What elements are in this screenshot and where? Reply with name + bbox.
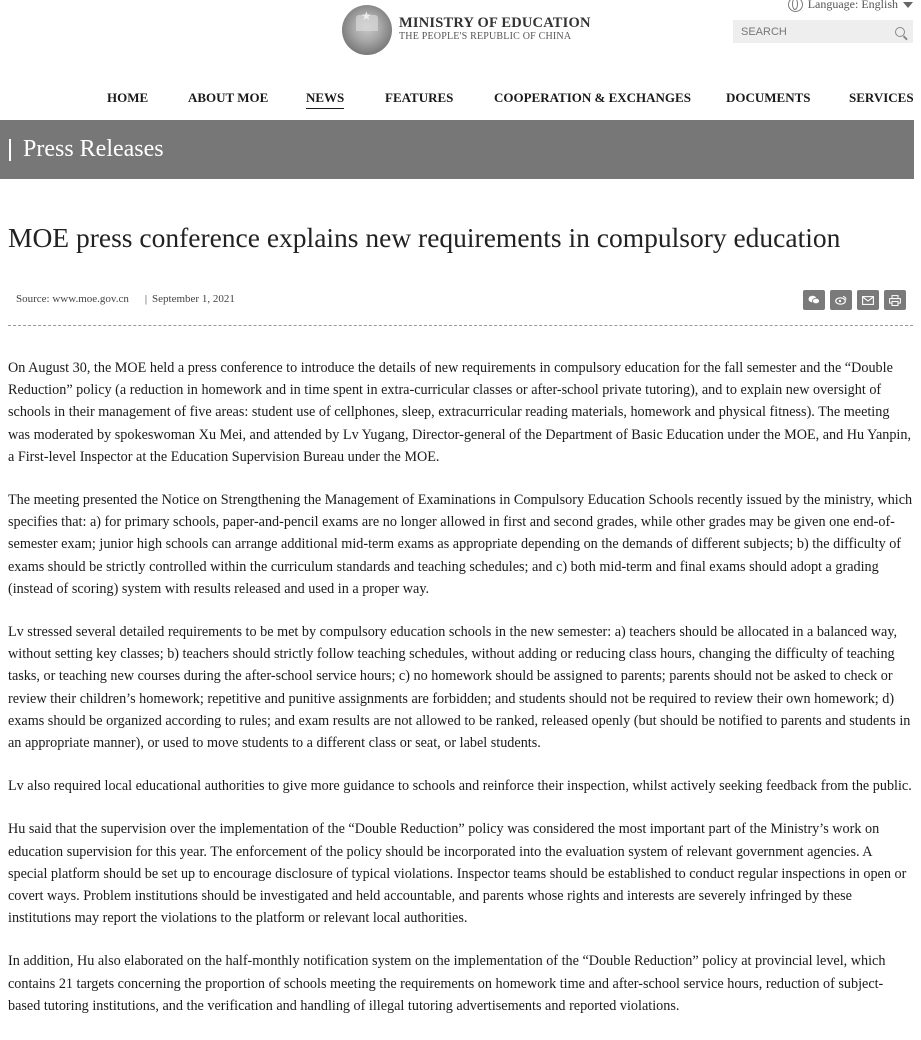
email-icon[interactable] [857,290,879,310]
print-icon[interactable] [884,290,906,310]
article-paragraph: On August 30, the MOE held a press conference to introduce the details of new requirements in compulsory education for the fall semester and the “Double Reduction” policy (a reduction in homework and in time spent in extra-curricular classes or after-school private tutoring), and to explain new oversight of schools in their management of five areas: student use of cellphones, sleep, extracurricular reading materials, homework and physical fitness). The meeting was moderated by spokeswoman Xu Mei, and attended by Lv Yugang, Director-general of the Department of Basic Education under the MOE, and Hu Yanpin, a First-level Inspector at the Education Supervision Bureau under the MOE. [8,360,912,465]
search-input[interactable] [741,26,895,38]
nav-item-documents[interactable]: DOCUMENTS [726,90,811,105]
meta-separator: | [144,293,148,305]
national-emblem-logo[interactable] [342,5,392,55]
meta-divider [8,325,913,326]
ministry-logo-text[interactable] [399,15,591,43]
section-banner [0,120,914,179]
search-box [733,20,913,43]
section-title: Press Releases [23,136,164,162]
article-title: MOE press conference explains new requirements in compulsory education [8,222,841,253]
article-paragraph: In addition, Hu also elaborated on the half-monthly notification system on the implementation of the “Double Reduction” policy at provincial level, which contains 21 targets concerning the proportion of schools meeting the requirements on homework time and after-school service hours, reduction of subject-based tutoring institutions, and the verification and handling of illegal tutoring advertisements and reported violations. [8,953,886,1014]
ministry-title: MINISTRY OF EDUCATION [399,15,591,31]
article-body [8,357,914,1038]
globe-icon [788,0,803,12]
wechat-icon[interactable] [803,290,825,310]
language-label: Language: English [807,0,898,11]
nav-item-services[interactable]: SERVICES [849,90,914,105]
article-date: September 1, 2021 [152,293,235,305]
caret-down-icon [903,2,913,8]
nav-item-features[interactable]: FEATURES [385,90,454,105]
main-nav [0,90,921,108]
banner-divider [9,139,11,161]
nav-item-home[interactable]: HOME [107,90,149,105]
language-selector[interactable] [788,0,913,12]
search-icon[interactable] [895,27,905,37]
article-source: Source: www.moe.gov.cn [16,293,129,305]
nav-item-cooperation-exchanges[interactable]: COOPERATION & EXCHANGES [494,90,691,105]
article-paragraph: Lv stressed several detailed requirements to be met by compulsory education schools in the new semester: a) teachers should be allocated in a balanced way, without setting key classes; b) teachers should strictly follow teaching schedules, without adding or reducing class hours, changing the difficulty of teaching tasks, or teaching new courses during the after-school service hours; c) no homework should be assigned to parents; parents should not be asked to check or review their children’s homework; repetitive and punitive assignments are forbidden; and students should not be required to review their own homework; d) exams should be organized according to rules; and exam results are not allowed to be ranked, released openly (but should be notified to parents and students in an appropriate manner), or used to move students to a different class or seat, or label students. [8,624,911,752]
nav-item-about-moe[interactable]: ABOUT MOE [188,90,269,105]
weibo-icon[interactable] [830,290,852,310]
nav-item-news[interactable]: NEWS [306,90,344,109]
article-meta [16,293,235,305]
article-paragraph: Lv also required local educational authorities to give more guidance to schools and reinforce their inspection, whilst actively seeking feedback from the public. [8,778,912,795]
article-paragraph: The meeting presented the Notice on Strengthening the Management of Examinations in Compulsory Education Schools recently issued by the ministry, which specifies that: a) for primary schools, paper-and-pencil exams are no longer allowed in first and second grades, while other grades may be given one end-of-semester exam; junior high schools can arrange additional mid-term exams as appropriate depending on the demands of different subjects; b) the difficulty of exams should be strictly controlled within the curriculum standards and teaching schedules; and c) both mid-term and final exams should adopt a grading (instead of scoring) system with results released and used in a proper way. [8,492,913,597]
ministry-subtitle: THE PEOPLE'S REPUBLIC OF CHINA [399,31,572,42]
article-paragraph: Hu said that the supervision over the implementation of the “Double Reduction” policy was considered the most important part of the Ministry’s work on education supervision for this year. The enforcement of the policy should be incorporated into the evaluation system of relevant government agencies. A special platform should be set up to encourage disclosure of typical violations. Inspector teams should be established to conduct regular inspections in open or covert ways. Problem institutions should be investigated and held accountable, and parents whose rights and interests are severely infringed by these institutions may report the violations to the platform or relevant local authorities. [8,821,907,927]
share-toolbar [803,290,906,310]
